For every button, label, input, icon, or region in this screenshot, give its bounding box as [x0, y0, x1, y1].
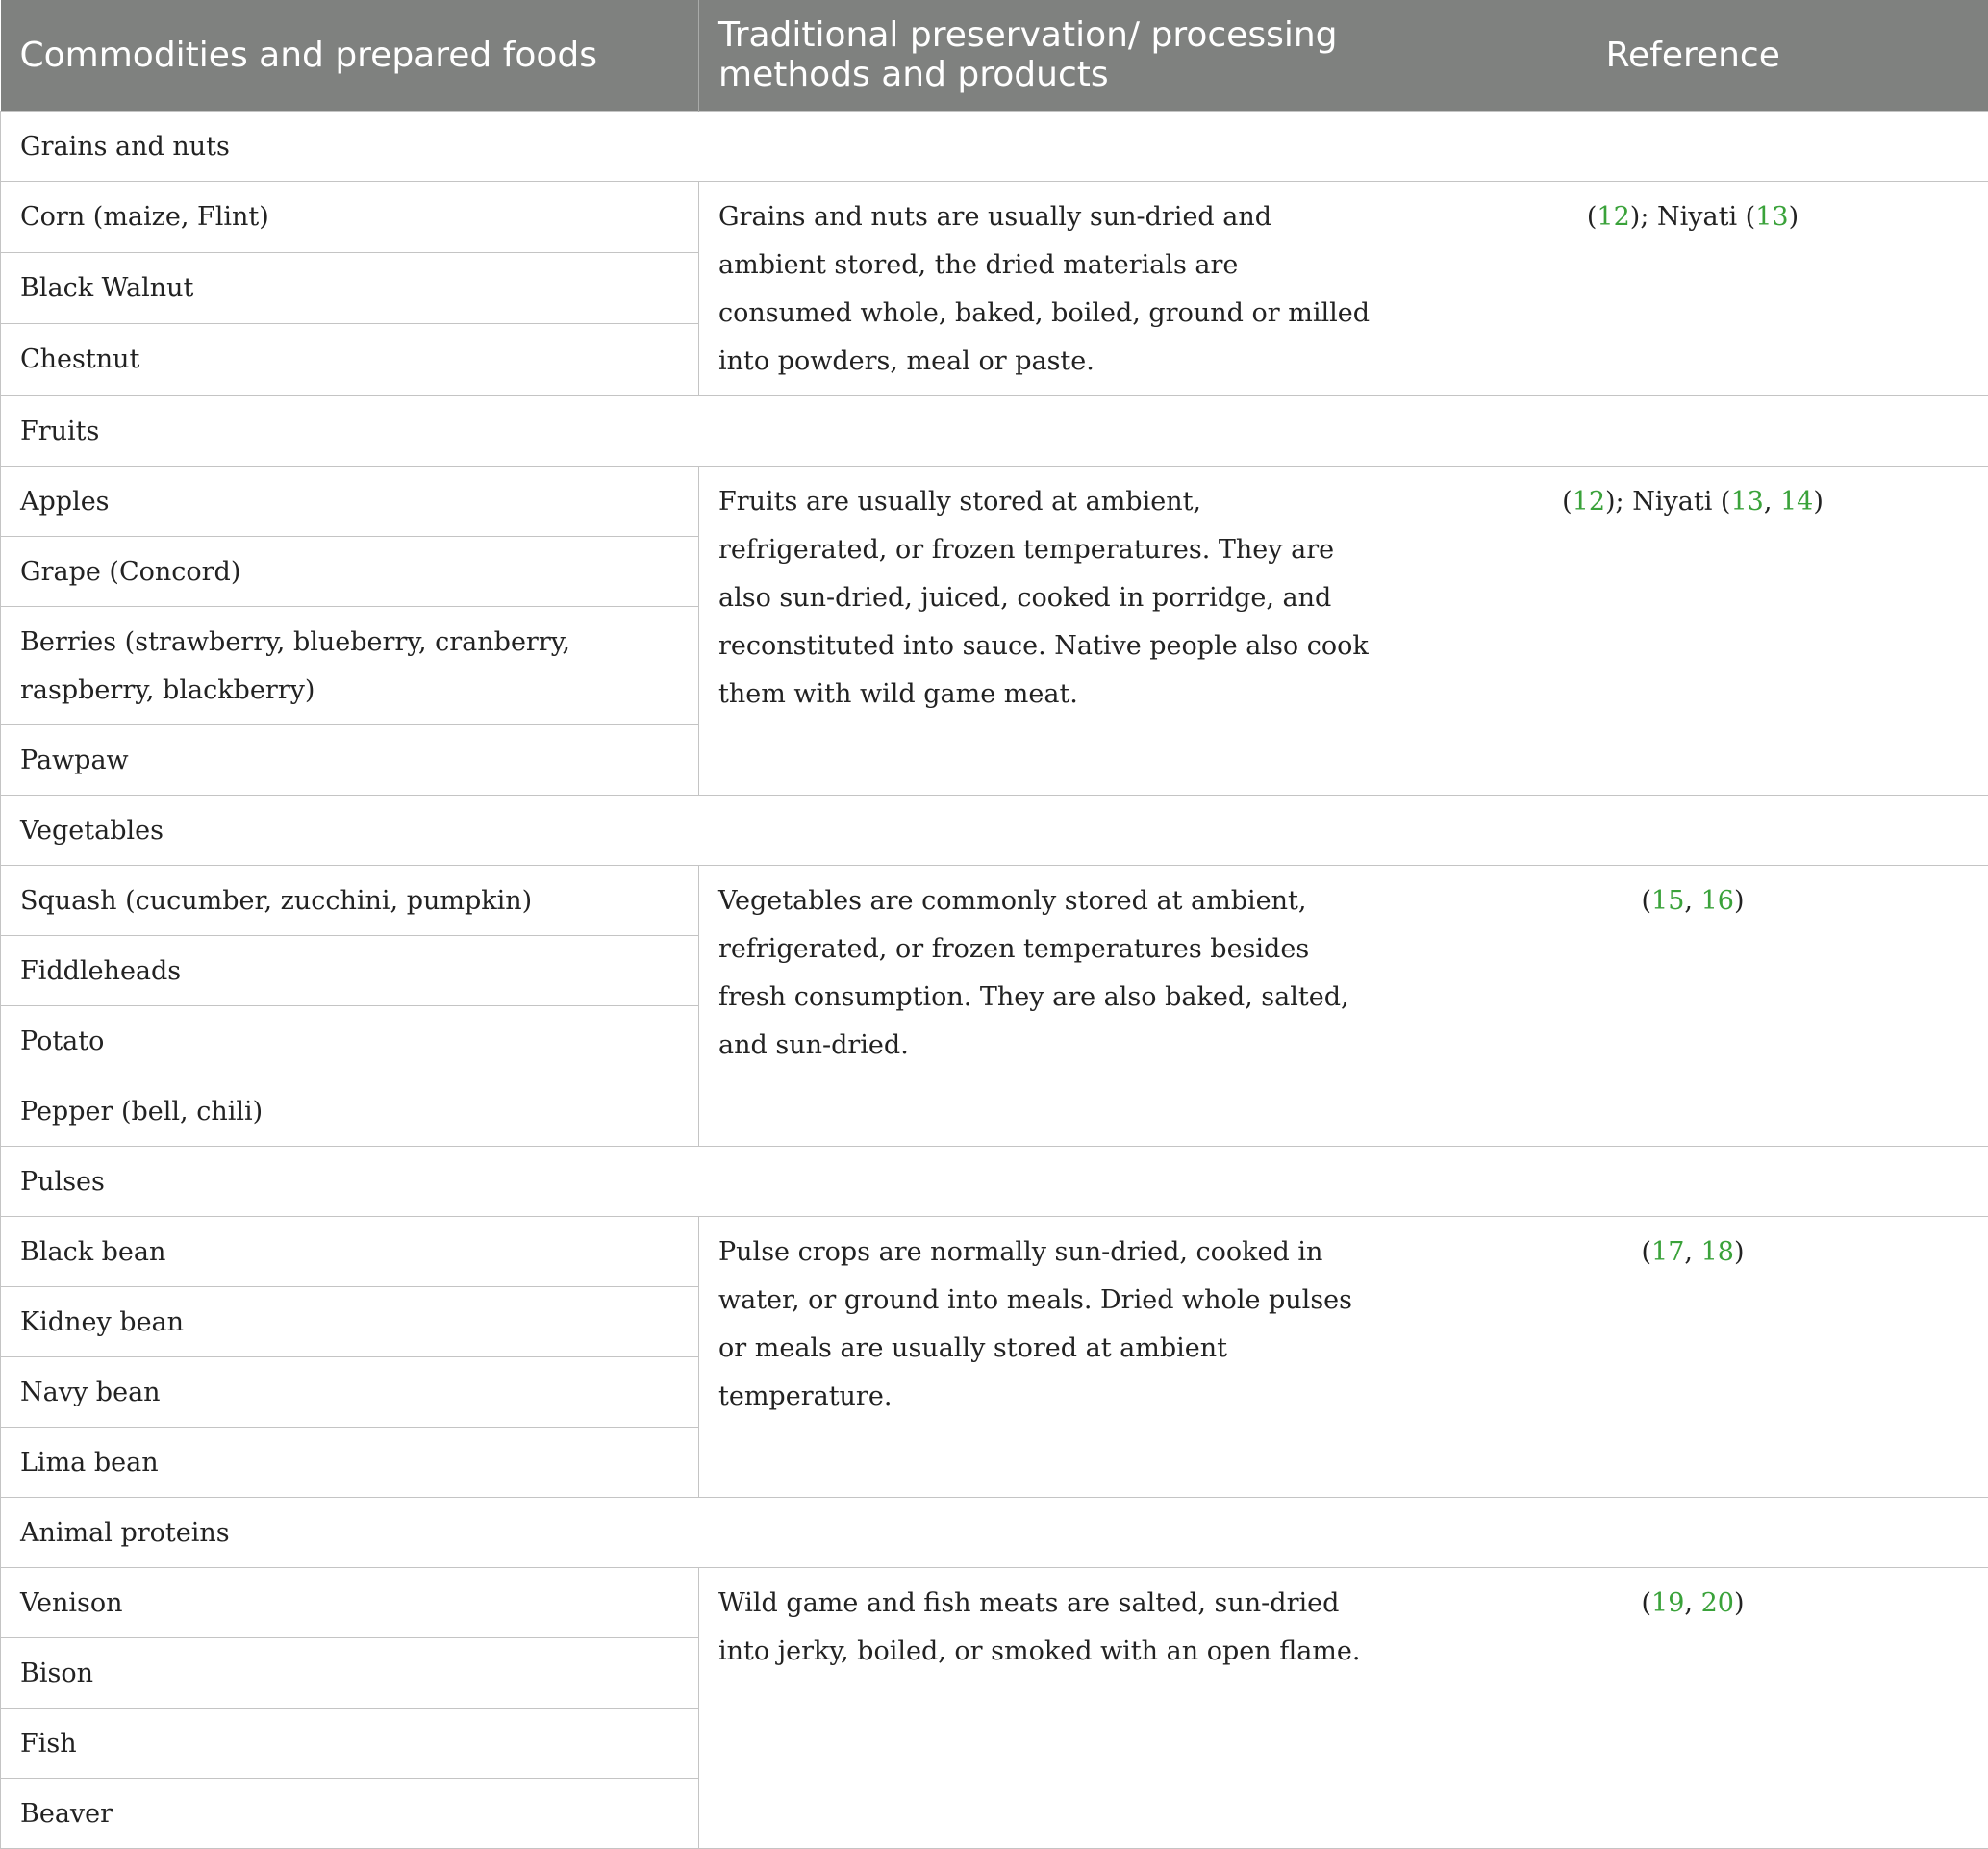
- citation-link[interactable]: 17: [1651, 1237, 1684, 1267]
- citation-link[interactable]: 15: [1651, 886, 1684, 916]
- citation-link[interactable]: 20: [1701, 1588, 1734, 1618]
- category-label: Fruits: [1, 395, 1988, 466]
- commodity-cell: Beaver: [1, 1778, 699, 1848]
- citation-link[interactable]: 13: [1730, 487, 1763, 517]
- header-commodities: Commodities and prepared foods: [1, 0, 699, 111]
- commodity-cell: Lima bean: [1, 1427, 699, 1497]
- category-label: Animal proteins: [1, 1497, 1988, 1567]
- table-row: [1, 865, 1988, 935]
- method-description: Grains and nuts are usually sun-dried and ambient stored, the dried materials are consumed whole, baked, boiled, ground or milled into powders, meal or paste.: [699, 181, 1397, 395]
- category-label: Grains and nuts: [1, 111, 1988, 181]
- category-row: [1, 1497, 1988, 1567]
- method-description: Fruits are usually stored at ambient, refrigerated, or frozen temperatures. They are also sun-dried, juiced, cooked in porridge, and reconstituted into sauce. Native people also cook them with wild game meat.: [699, 466, 1397, 795]
- commodity-cell: Navy bean: [1, 1356, 699, 1427]
- commodity-cell: Grape (Concord): [1, 536, 699, 606]
- citation-link[interactable]: 12: [1597, 202, 1629, 232]
- reference-cell: (17, 18): [1397, 1216, 1988, 1497]
- reference-cell: (19, 20): [1397, 1567, 1988, 1848]
- citation-link[interactable]: 12: [1573, 487, 1605, 517]
- header-reference: Reference: [1397, 0, 1988, 111]
- commodity-cell: Bison: [1, 1637, 699, 1708]
- commodity-cell: Pepper (bell, chili): [1, 1076, 699, 1146]
- citation-link[interactable]: 18: [1701, 1237, 1734, 1267]
- table-row: [1, 181, 1988, 252]
- method-description: Vegetables are commonly stored at ambient, refrigerated, or frozen temperatures besides fresh consumption. They are also baked, salted, and sun-dried.: [699, 865, 1397, 1146]
- reference-cell: (12); Niyati (13, 14): [1397, 466, 1988, 795]
- commodity-cell: Venison: [1, 1567, 699, 1637]
- commodity-cell: Potato: [1, 1005, 699, 1076]
- header-row: [1, 0, 1988, 111]
- commodity-cell: Berries (strawberry, blueberry, cranberry, raspberry, blackberry): [1, 606, 699, 724]
- commodity-cell: Squash (cucumber, zucchini, pumpkin): [1, 865, 699, 935]
- commodity-cell: Corn (maize, Flint): [1, 181, 699, 252]
- category-row: [1, 111, 1988, 181]
- table-row: [1, 1567, 1988, 1637]
- commodity-cell: Black bean: [1, 1216, 699, 1286]
- reference-cell: (15, 16): [1397, 865, 1988, 1146]
- commodity-cell: Fiddleheads: [1, 935, 699, 1005]
- commodity-cell: Kidney bean: [1, 1286, 699, 1356]
- commodity-cell: Chestnut: [1, 324, 699, 395]
- citation-link[interactable]: 14: [1780, 487, 1813, 517]
- commodity-cell: Fish: [1, 1708, 699, 1778]
- category-label: Pulses: [1, 1146, 1988, 1216]
- category-row: [1, 795, 1988, 865]
- citation-link[interactable]: 16: [1701, 886, 1734, 916]
- table-row: [1, 1216, 1988, 1286]
- category-row: [1, 395, 1988, 466]
- header-methods: Traditional preservation/ processing methods and products: [699, 0, 1397, 111]
- category-label: Vegetables: [1, 795, 1988, 865]
- citation-link[interactable]: 19: [1651, 1588, 1684, 1618]
- commodity-cell: Apples: [1, 466, 699, 536]
- category-row: [1, 1146, 1988, 1216]
- method-description: Pulse crops are normally sun-dried, cooked in water, or ground into meals. Dried whole pulses or meals are usually stored at ambient temperature.: [699, 1216, 1397, 1497]
- commodity-cell: Pawpaw: [1, 724, 699, 795]
- method-description: Wild game and fish meats are salted, sun-dried into jerky, boiled, or smoked with an open flame.: [699, 1567, 1397, 1848]
- reference-cell: (12); Niyati (13): [1397, 181, 1988, 395]
- table-row: [1, 466, 1988, 536]
- commodity-cell: Black Walnut: [1, 252, 699, 323]
- citation-link[interactable]: 13: [1755, 202, 1788, 232]
